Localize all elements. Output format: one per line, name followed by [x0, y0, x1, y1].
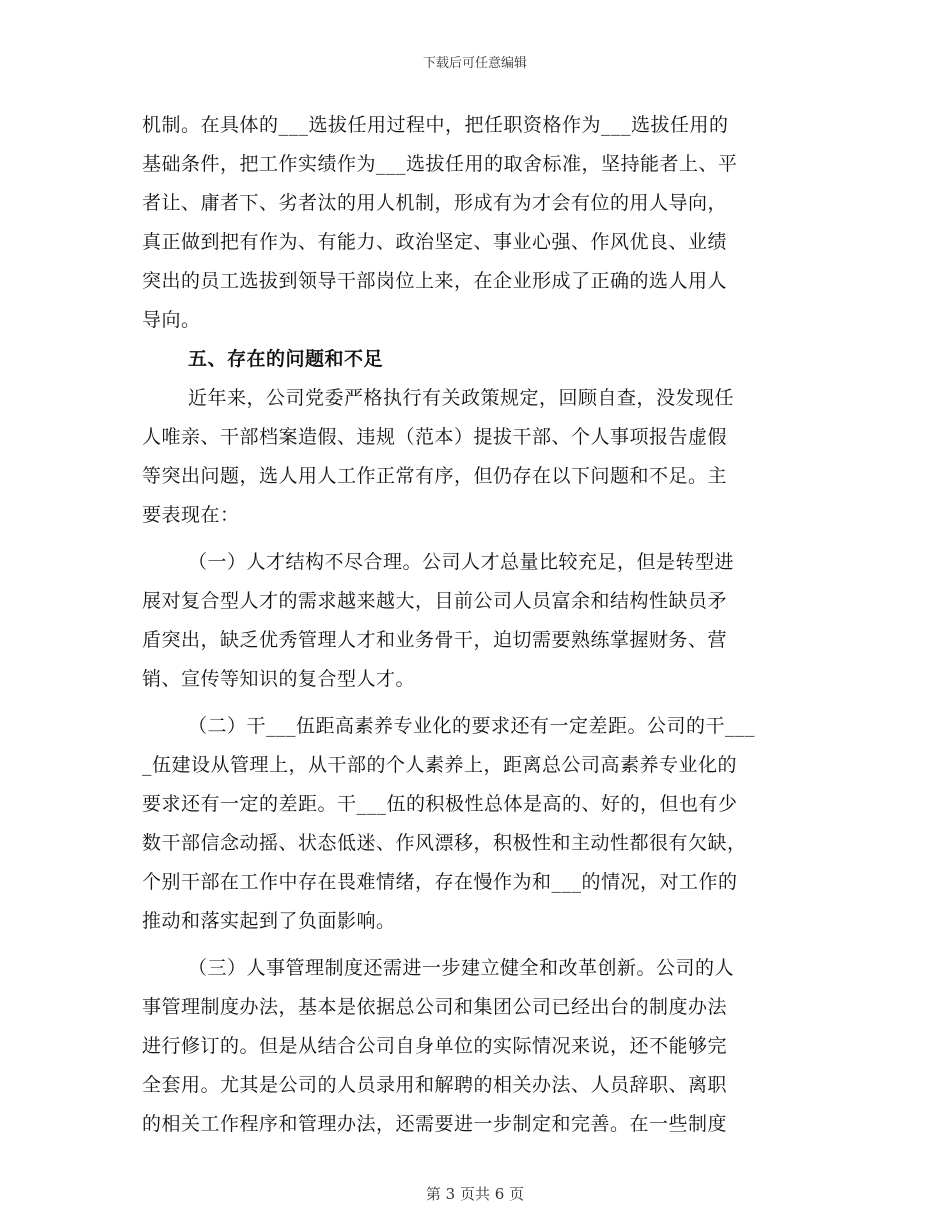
text-line: 近年来，公司党委严格执行有关政策规定，回顾自查，没发现任 [188, 387, 735, 409]
text-line: （三）人事管理制度还需进一步建立健全和改革创新。公司的人 [188, 957, 735, 979]
text-line: 者让、庸者下、劣者汰的用人机制，形成有为才会有位的用人导向， [142, 192, 728, 214]
text-line: 全套用。尤其是公司的人员录用和解聘的相关办法、人员辞职、离职 [142, 1074, 728, 1096]
text-line: 推动和落实起到了负面影响。 [142, 910, 396, 932]
section-heading: 五、存在的问题和不足 [188, 348, 384, 370]
text-line: （二）干___伍距高素养专业化的要求还有一定差距。公司的干___ [188, 715, 756, 737]
text-line: 展对复合型人才的需求越来越大，目前公司人员富余和结构性缺员矛 [142, 590, 728, 612]
text-line: 等突出问题，选人用人工作正常有序，但仍存在以下问题和不足。主 [142, 465, 728, 487]
text-line: 基础条件，把工作实绩作为___选拔任用的取舍标准，坚持能者上、平 [142, 153, 738, 175]
text-line: 要求还有一定的差距。干___伍的积极性总体是高的、好的，但也有少 [142, 793, 738, 815]
paragraph-cadre-team [142, 707, 812, 941]
text-line: 的相关工作程序和管理办法，还需要进一步制定和完善。在一些制度 [142, 1113, 728, 1135]
text-line: 要表现在： [142, 504, 240, 526]
text-line: 人唯亲、干部档案造假、违规（范本）提拔干部、个人事项报告虚假 [142, 426, 728, 448]
text-line: 机制。在具体的___选拔任用过程中，把任职资格作为___选拔任用的 [142, 114, 729, 136]
paragraph-hr-system [142, 949, 812, 1144]
text-line: 销、宣传等知识的复合型人才。 [142, 668, 416, 690]
text-line: 导向。 [142, 309, 201, 331]
text-line: 突出的员工选拔到领导干部岗位上来，在企业形成了正确的选人用人 [142, 270, 728, 292]
text-line: （一）人才结构不尽合理。公司人才总量比较充足，但是转型进 [188, 551, 735, 573]
paragraph-talent-structure [142, 543, 812, 699]
text-line: 数干部信念动摇、状态低迷、作风漂移，积极性和主动性都很有欠缺， [142, 832, 747, 854]
paragraph-selection-mechanism [142, 106, 812, 340]
text-line: 真正做到把有作为、有能力、政治坚定、事业心强、作风优良、业绩 [142, 231, 728, 253]
text-line: 盾突出，缺乏优秀管理人才和业务骨干，迫切需要熟练掌握财务、营 [142, 629, 728, 651]
text-line: _伍建设从管理上，从干部的个人素养上，距离总公司高素养专业化的 [142, 754, 738, 776]
text-line: 进行修订的。但是从结合公司自身单位的实际情况来说，还不能够完 [142, 1035, 728, 1057]
text-line: 事管理制度办法，基本是依据总公司和集团公司已经出台的制度办法 [142, 996, 728, 1018]
page-header: 下载后可任意编辑 [422, 56, 527, 71]
document-body [142, 106, 812, 1144]
page-footer: 第 3 页共 6 页 [425, 1185, 525, 1203]
text-line: 个别干部在工作中存在畏难情绪，存在慢作为和___的情况，对工作的 [142, 871, 738, 893]
paragraph-self-review [142, 379, 812, 535]
